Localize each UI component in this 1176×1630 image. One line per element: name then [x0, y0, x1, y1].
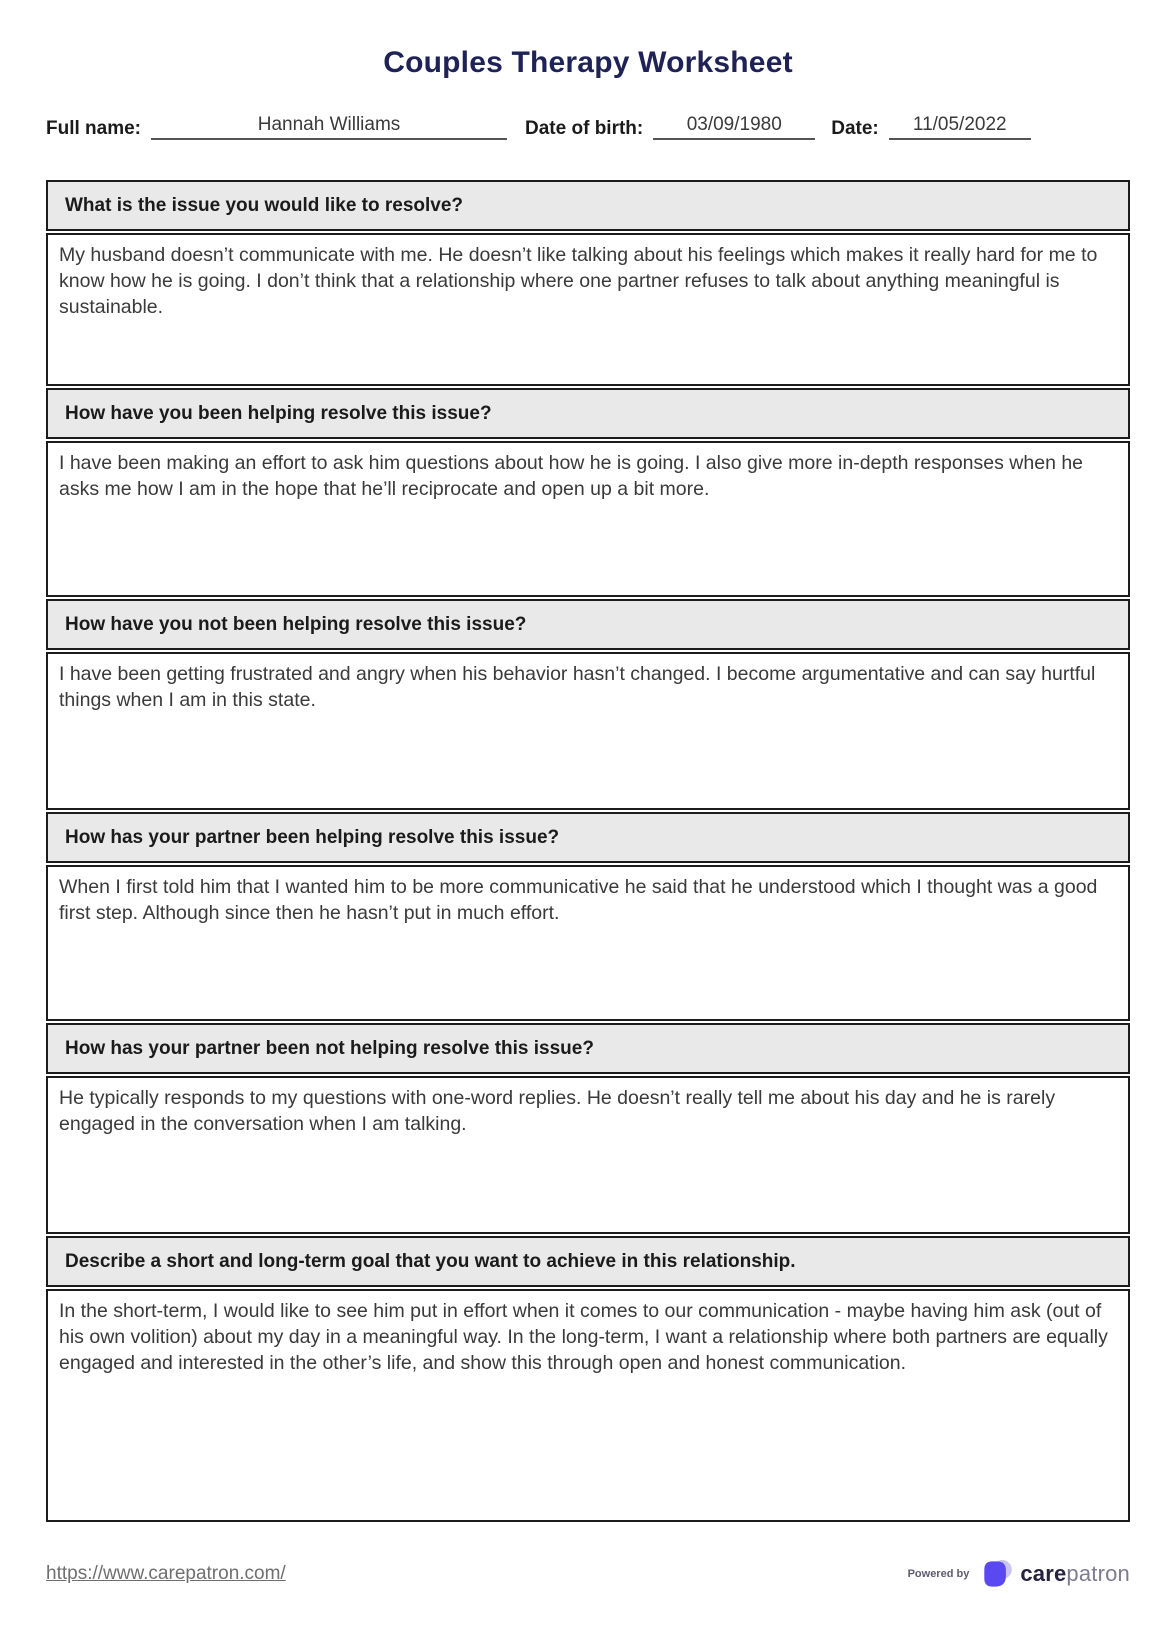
- answer-text: I have been getting frustrated and angry when his behavior hasn’t changed. I become argumentative and can say hurtful things when I am in this state.: [59, 663, 1096, 711]
- question-text: Describe a short and long-term goal that you want to achieve in this relationship.: [65, 1251, 796, 1272]
- question-text: How has your partner been not helping resolve this issue?: [65, 1038, 594, 1059]
- question-header: [46, 180, 1130, 231]
- question-text: What is the issue you would like to resolve?: [65, 195, 464, 216]
- question-header: [46, 599, 1130, 650]
- answer-area: [46, 441, 1130, 597]
- patient-info-row: [46, 114, 1130, 140]
- date-of-birth-value: 03/09/1980: [653, 114, 815, 140]
- full-name-value: Hannah Williams: [151, 114, 507, 140]
- answer-text: He typically responds to my questions with one-word replies. He doesn’t really tell me about his day and he is rarely engaged in the conversation when I am talking.: [59, 1087, 1056, 1135]
- answer-area: [46, 652, 1130, 810]
- date-value: 11/05/2022: [889, 114, 1031, 140]
- section-goals: [46, 1236, 1130, 1522]
- question-header: [46, 1023, 1130, 1074]
- full-name-label: Full name:: [46, 118, 142, 139]
- question-header: [46, 812, 1130, 863]
- answer-area: [46, 1076, 1130, 1234]
- section-partner-not-helping: [46, 1023, 1130, 1234]
- carepatron-logo-icon: [978, 1556, 1014, 1592]
- answer-area: [46, 1289, 1130, 1522]
- question-header: [46, 388, 1130, 439]
- answer-text: When I first told him that I wanted him to be more communicative he said that he understood which I thought was a good first step. Although since then he hasn’t put in much effort.: [59, 876, 1098, 924]
- carepatron-link[interactable]: https://www.carepatron.com/: [46, 1563, 286, 1584]
- question-text: How has your partner been helping resolve this issue?: [65, 827, 560, 848]
- answer-area: [46, 233, 1130, 386]
- answer-area: [46, 865, 1130, 1021]
- date-of-birth-label: Date of birth:: [525, 118, 644, 139]
- date-label: Date:: [831, 118, 879, 139]
- section-issue: [46, 180, 1130, 386]
- brand-patron-text: patron: [1066, 1561, 1130, 1586]
- carepatron-brand: [908, 1556, 1130, 1592]
- answer-text: I have been making an effort to ask him questions about how he is going. I also give more in-depth responses when he asks me how I am in the hope that he’ll reciprocate and open up a bit more.: [59, 452, 1084, 500]
- answer-text: My husband doesn’t communicate with me. He doesn’t like talking about his feelings which makes it really hard for me to know how he is going. I don’t think that a relationship where one partner refuses to talk about anything meaningful is sustainable.: [59, 244, 1098, 318]
- question-header: [46, 1236, 1130, 1287]
- question-text: How have you been helping resolve this issue?: [65, 403, 492, 424]
- qa-sections: [46, 180, 1130, 1522]
- page-footer: [46, 1556, 1130, 1592]
- page-title: Couples Therapy Worksheet: [383, 46, 793, 79]
- powered-by-label: Powered by: [907, 1568, 970, 1580]
- section-you-not-helping: [46, 599, 1130, 810]
- answer-text: In the short-term, I would like to see him put in effort when it comes to our communication - maybe having him ask (out of his own volition) about my day in a meaningful way. In the long-term, I want a relationship where both partners are equally engaged and interested in the other’s life, and show this through open and honest communication.: [59, 1300, 1108, 1374]
- section-partner-helping: [46, 812, 1130, 1021]
- section-you-helping: [46, 388, 1130, 597]
- brand-care-text: care: [1020, 1561, 1067, 1586]
- question-text: How have you not been helping resolve this issue?: [65, 614, 527, 635]
